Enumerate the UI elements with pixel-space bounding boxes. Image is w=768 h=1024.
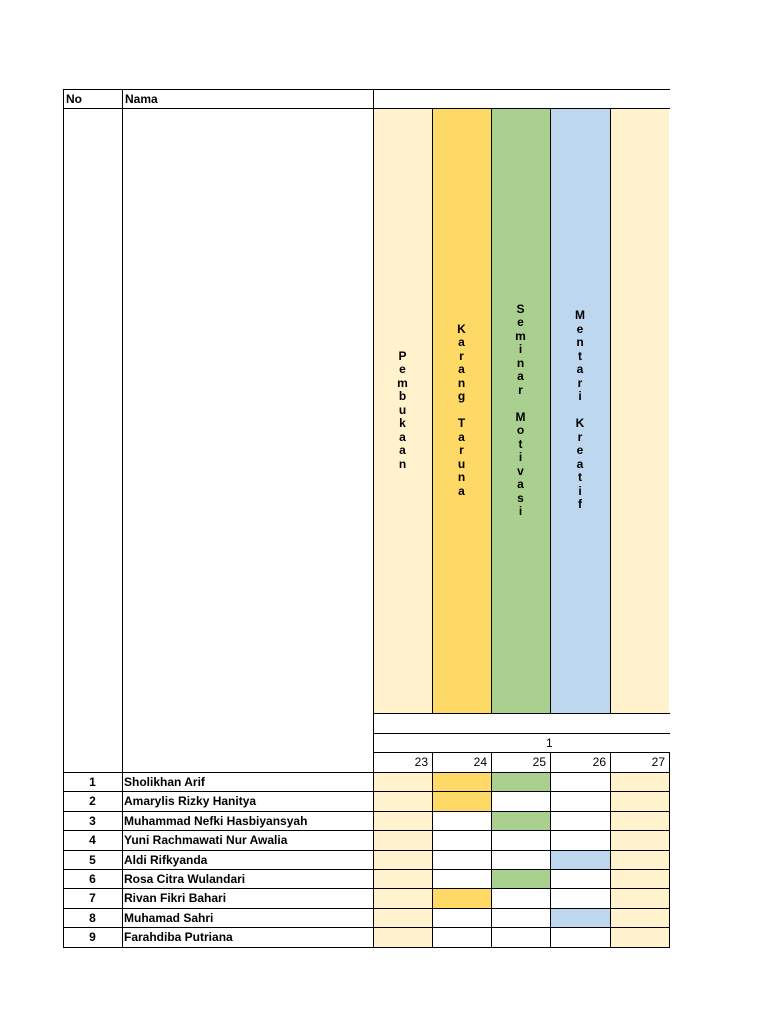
row-number: 5 bbox=[89, 852, 96, 867]
participant-name: Amarylis Rizky Hanitya bbox=[124, 794, 257, 809]
participant-name: Rivan Fikri Bahari bbox=[124, 891, 227, 906]
group-number: 1 bbox=[546, 736, 553, 750]
row-number: 7 bbox=[89, 891, 96, 906]
grid-line bbox=[63, 947, 670, 948]
participant-name: Muhammad Nefki Hasbiyansyah bbox=[124, 813, 308, 828]
attendance-mark bbox=[432, 791, 491, 810]
event-label: P e m b u k a a n bbox=[397, 348, 408, 471]
participant-name: Muhamad Sahri bbox=[124, 910, 214, 925]
grid-line bbox=[610, 752, 611, 948]
grid-line bbox=[669, 752, 670, 948]
day-number: 23 bbox=[414, 755, 428, 769]
attendance-mark bbox=[432, 772, 491, 791]
attendance-mark bbox=[610, 888, 669, 907]
attendance-mark bbox=[610, 869, 669, 888]
event-label: M e n t a r i K r e a t i f bbox=[575, 308, 585, 512]
grid-line bbox=[63, 108, 670, 109]
participant-name: Aldi Rifkyanda bbox=[124, 852, 208, 867]
grid-line bbox=[122, 89, 123, 948]
attendance-mark bbox=[491, 772, 550, 791]
attendance-mark bbox=[432, 888, 491, 907]
row-number: 2 bbox=[89, 794, 96, 809]
attendance-mark bbox=[373, 830, 432, 849]
row-number: 9 bbox=[89, 930, 96, 945]
header-nama: Nama bbox=[125, 92, 158, 106]
header-no: No bbox=[66, 92, 82, 106]
grid-line bbox=[63, 791, 670, 792]
grid-line bbox=[63, 772, 670, 773]
event-label: K a r a n g T a r u n a bbox=[457, 321, 466, 498]
grid-line bbox=[63, 830, 670, 831]
attendance-mark bbox=[610, 908, 669, 927]
grid-line bbox=[63, 89, 670, 90]
attendance-mark bbox=[610, 927, 669, 946]
row-number: 6 bbox=[89, 872, 96, 886]
participant-name: Farahdiba Putriana bbox=[124, 930, 233, 945]
attendance-mark bbox=[373, 811, 432, 830]
grid-line bbox=[63, 869, 670, 870]
participant-name: Yuni Rachmawati Nur Awalia bbox=[124, 833, 288, 848]
attendance-mark bbox=[610, 772, 669, 791]
grid-line bbox=[63, 811, 670, 812]
day-number: 27 bbox=[651, 755, 665, 769]
grid-line bbox=[491, 752, 492, 948]
attendance-mark bbox=[373, 908, 432, 927]
grid-line bbox=[373, 713, 670, 714]
grid-line bbox=[373, 733, 670, 734]
grid-line bbox=[550, 108, 551, 714]
day-number: 26 bbox=[592, 755, 606, 769]
attendance-mark bbox=[610, 791, 669, 810]
attendance-mark bbox=[491, 811, 550, 830]
grid-line bbox=[373, 89, 374, 948]
attendance-mark bbox=[373, 772, 432, 791]
day-number: 24 bbox=[473, 755, 487, 769]
grid-line bbox=[491, 108, 492, 714]
attendance-mark bbox=[610, 811, 669, 830]
participant-name: Sholikhan Arif bbox=[124, 775, 205, 789]
participant-name: Rosa Citra Wulandari bbox=[124, 872, 246, 886]
attendance-mark bbox=[550, 908, 610, 927]
grid-line bbox=[550, 752, 551, 948]
grid-line bbox=[63, 908, 670, 909]
grid-line bbox=[63, 850, 670, 851]
event-column-header bbox=[610, 108, 669, 713]
grid-line bbox=[63, 888, 670, 889]
attendance-mark bbox=[550, 850, 610, 869]
grid-line bbox=[432, 108, 433, 714]
attendance-mark bbox=[373, 869, 432, 888]
attendance-mark bbox=[373, 791, 432, 810]
day-number: 25 bbox=[532, 755, 546, 769]
attendance-mark bbox=[373, 850, 432, 869]
row-number: 3 bbox=[89, 813, 96, 828]
attendance-mark bbox=[610, 830, 669, 849]
attendance-mark bbox=[373, 888, 432, 907]
row-number: 4 bbox=[89, 833, 96, 848]
grid-line bbox=[610, 108, 611, 714]
row-number: 8 bbox=[89, 910, 96, 925]
grid-line bbox=[63, 89, 64, 948]
event-label: S e m i n a r M o t i v a s i bbox=[515, 301, 526, 518]
attendance-mark bbox=[610, 850, 669, 869]
grid-line bbox=[432, 752, 433, 948]
row-number: 1 bbox=[89, 775, 96, 789]
attendance-mark bbox=[491, 869, 550, 888]
grid-line bbox=[373, 752, 670, 753]
grid-line bbox=[63, 927, 670, 928]
attendance-mark bbox=[373, 927, 432, 946]
